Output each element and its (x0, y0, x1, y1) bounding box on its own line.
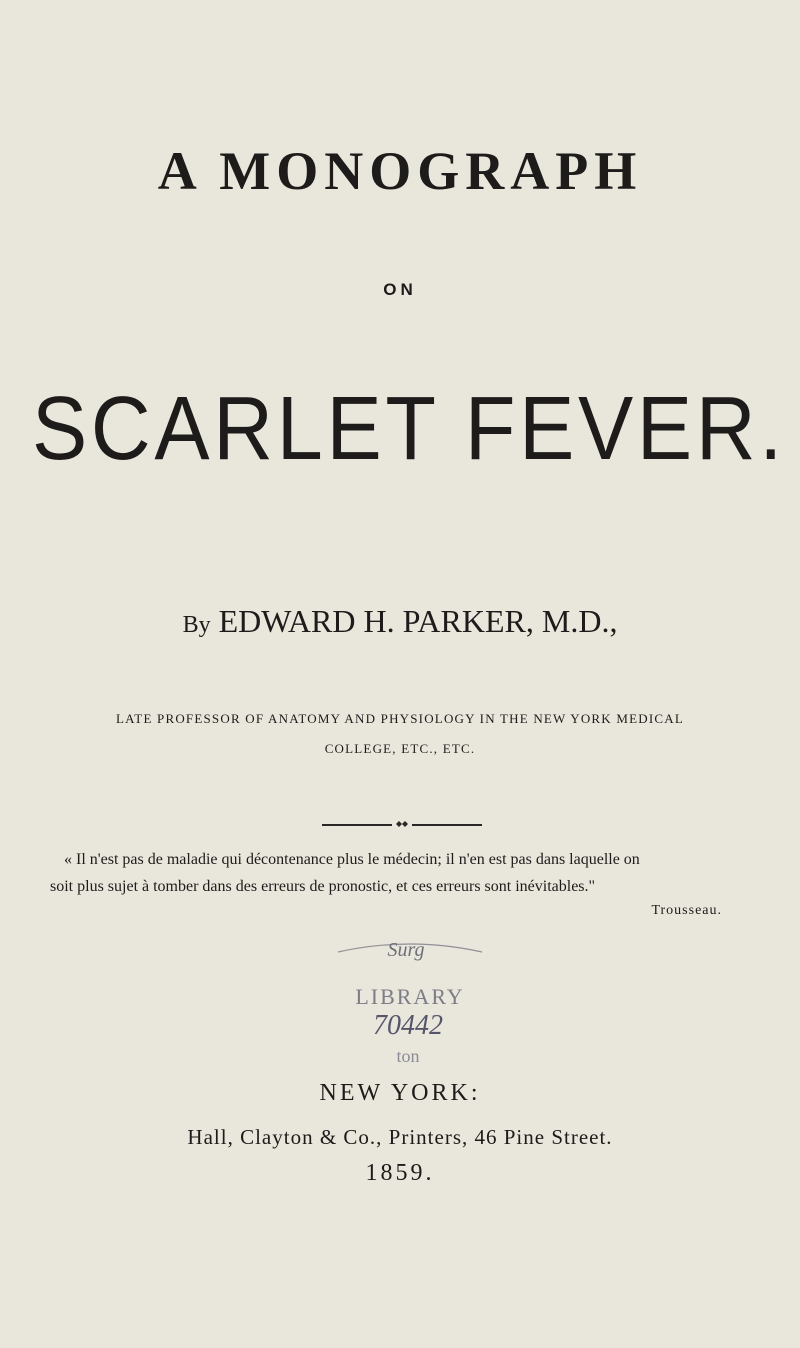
author-line (0, 603, 800, 640)
title-main: A MONOGRAPH (157, 141, 643, 201)
diamond-ornament-icon (392, 818, 412, 830)
epigraph-attribution: Trousseau. (651, 903, 722, 918)
stamp-text-top: Surg (387, 940, 425, 961)
stamp-text-library: LIBRARY (355, 984, 465, 1009)
stamp-text-bottom: ton (396, 1046, 420, 1066)
epigraph-line-1: « Il n'est pas de maladie qui décontenance plus le médecin; il n'en est pas dans laquelle on (64, 851, 640, 868)
library-stamp (320, 940, 500, 1075)
author-credentials-1: LATE PROFESSOR OF ANATOMY AND PHYSIOLOGY IN THE NEW YORK MEDICAL (116, 711, 684, 726)
title-connector: ON (383, 280, 417, 299)
author-credentials-2: COLLEGE, ETC., ETC. (324, 741, 476, 756)
imprint-year: 1859. (365, 1160, 435, 1186)
author-name: EDWARD H. PARKER, M.D., (218, 603, 618, 639)
title-subject: SCARLET FEVER. (32, 379, 786, 479)
epigraph-line-2: soit plus sujet à tomber dans des erreurs de pronostic, et ces erreurs sont inévitables." (50, 878, 596, 895)
imprint-place: NEW YORK: (319, 1080, 481, 1106)
stamp-handwritten-number: 70442 (373, 1010, 443, 1041)
imprint-publisher: Hall, Clayton & Co., Printers, 46 Pine Street. (187, 1125, 613, 1149)
author-prefix: By (182, 612, 211, 638)
